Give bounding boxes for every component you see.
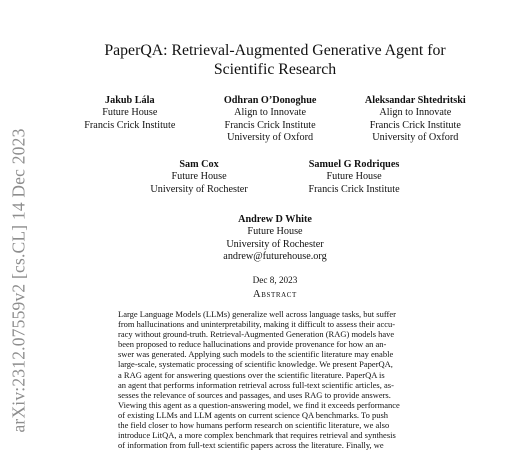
author-affiliation: University of Rochester xyxy=(150,183,248,195)
abstract-line: racy without ground-truth. Retrieval-Augmented Generation (RAG) models have xyxy=(118,329,395,340)
author-affiliation: Future House xyxy=(247,226,303,238)
author-affiliation: Align to Innovate xyxy=(234,107,307,119)
author-block xyxy=(309,159,400,196)
author-email: andrew@futurehouse.org xyxy=(223,250,327,262)
abstract-line: large-scale, systematic processing of scientific knowledge. We present PaperQA, xyxy=(118,359,393,370)
author-affiliation: Francis Crick Institute xyxy=(224,119,316,131)
paper-title xyxy=(60,41,490,79)
abstract-line: a RAG agent for answering questions over the scientific literature. PaperQA is xyxy=(118,369,385,380)
title-line-1: PaperQA: Retrieval-Augmented Generative Agent for xyxy=(104,42,446,59)
title-line-2: Scientific Research xyxy=(213,61,337,78)
author-name: Samuel G Rodriques xyxy=(308,159,400,170)
author-affiliation: University of Oxford xyxy=(372,131,459,143)
abstract-line: Large Language Models (LLMs) generalize well across language tasks, but suffer xyxy=(118,309,396,319)
abstract-line: Viewing this agent as a question-answering model, we find it exceeds performance xyxy=(118,399,400,410)
author-affiliation: Future House xyxy=(326,171,382,183)
author-affiliation: University of Rochester xyxy=(226,238,324,250)
abstract-line: sesses the relevance of sources and passages, and uses RAG to provide answers. xyxy=(118,389,391,400)
authors-row-1 xyxy=(60,95,490,144)
author-affiliation: University of Oxford xyxy=(227,131,314,143)
arxiv-identifier: arXiv:2312.07559v2 [cs.CL] 14 Dec 2023 xyxy=(8,128,29,433)
author-affiliation: Align to Innovate xyxy=(379,107,452,119)
author-affiliation: Francis Crick Institute xyxy=(369,119,461,131)
author-block xyxy=(84,95,175,144)
author-block xyxy=(224,95,317,144)
abstract-line: the field closer to how humans perform research on scientific literature, we also xyxy=(118,420,390,431)
author-block xyxy=(150,159,247,196)
author-block xyxy=(365,95,466,144)
abstract-line: of information from full-text scientific papers across the literature. Finally, we xyxy=(118,440,384,450)
abstract-line: been proposed to reduce hallucinations and provide provenance for how an an- xyxy=(118,339,387,350)
abstract-line: swer was generated. Applying such models to the scientific literature may enable xyxy=(118,349,394,360)
author-name: Andrew D White xyxy=(238,214,312,225)
abstract-line: from hallucinations and uninterpretability, making it difficult to assess their accu- xyxy=(118,319,396,330)
abstract-heading: Abstract xyxy=(253,289,297,300)
abstract-line: introduce LitQA, a more complex benchmark that requires retrieval and synthesis xyxy=(118,430,396,441)
author-affiliation: Francis Crick Institute xyxy=(84,119,176,131)
abstract-line: of existing LLMs and LLM agents on current science QA benchmarks. To push xyxy=(118,409,389,420)
author-affiliation: Future House xyxy=(102,107,158,119)
authors-row-3 xyxy=(60,214,490,263)
author-name: Sam Cox xyxy=(179,159,219,170)
author-name: Aleksandar Shtedritski xyxy=(364,95,466,106)
paper-date: Dec 8, 2023 xyxy=(252,275,298,285)
abstract-line: an agent that performs information retrieval across full-text scientific articles, as- xyxy=(118,379,394,390)
author-affiliation: Francis Crick Institute xyxy=(308,183,400,195)
authors-row-2 xyxy=(60,159,490,196)
author-block xyxy=(223,214,326,263)
author-affiliation: Future House xyxy=(171,171,227,183)
abstract-text xyxy=(118,309,436,450)
author-name: Jakub Lála xyxy=(105,95,155,106)
author-name: Odhran O’Donoghue xyxy=(223,95,317,106)
